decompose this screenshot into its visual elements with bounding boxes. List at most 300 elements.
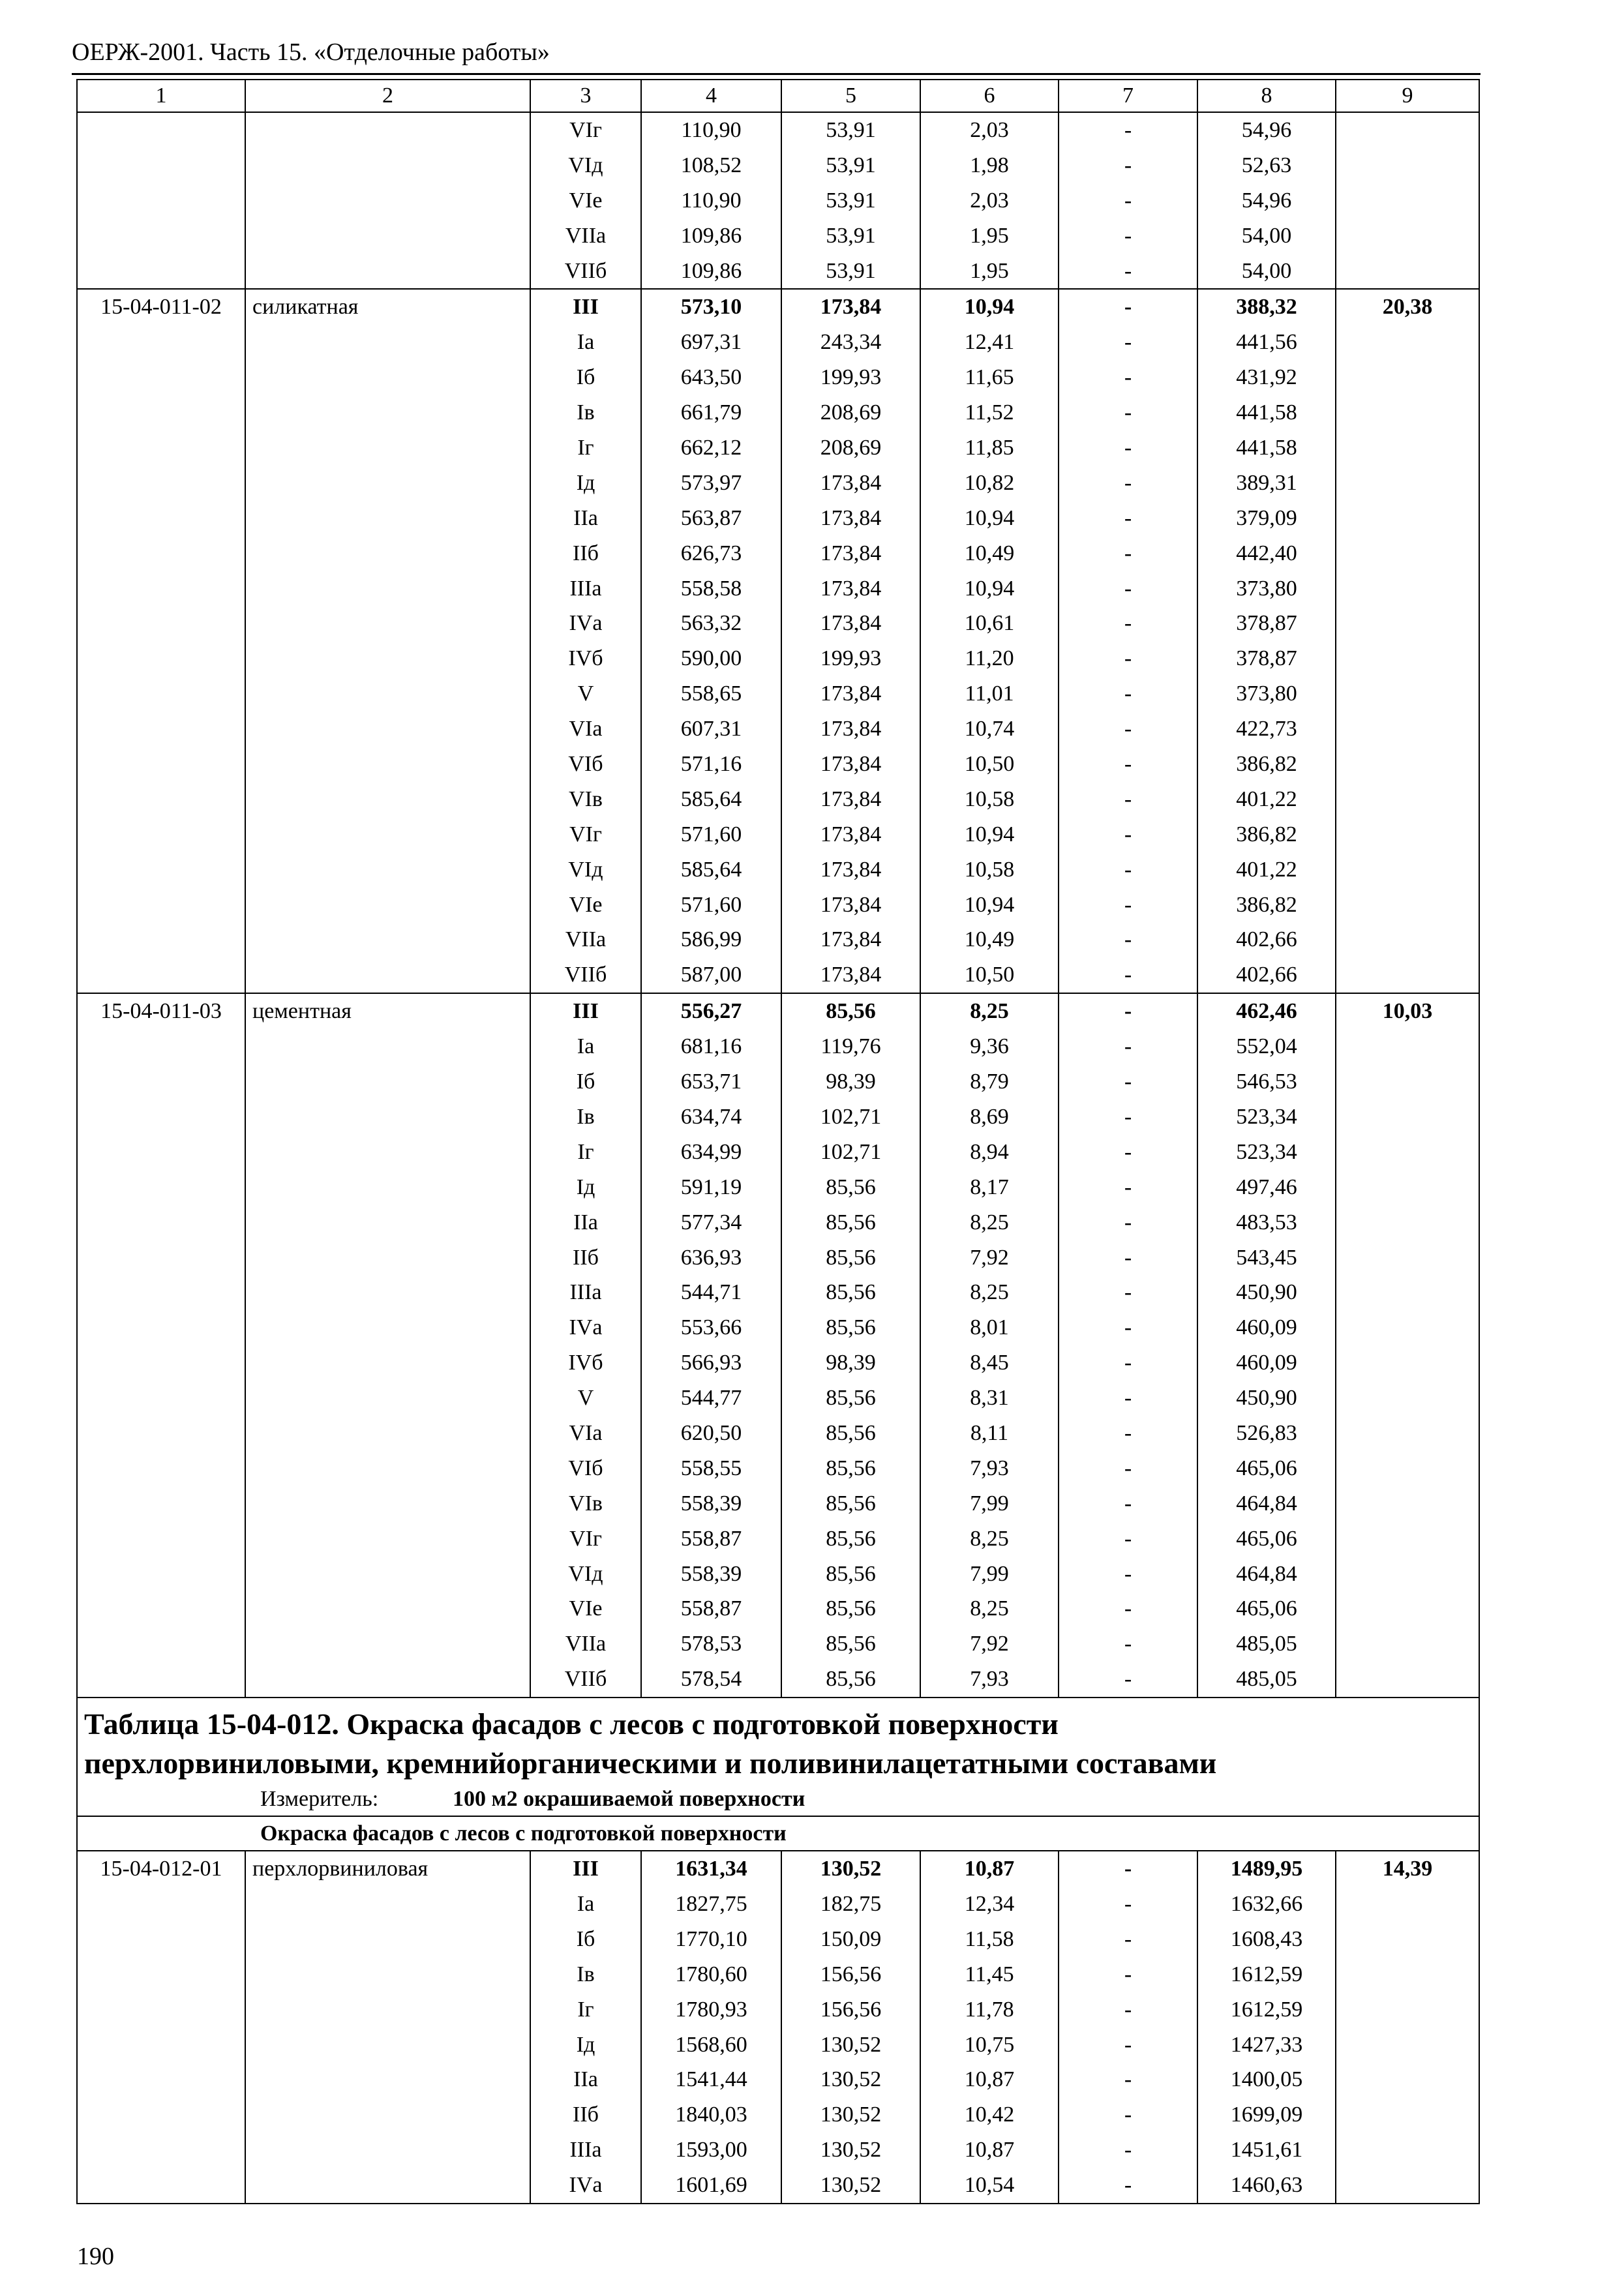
column-number-row	[77, 80, 1479, 112]
value-cell: 173,84	[820, 611, 882, 636]
value-cell: 386,82	[1236, 822, 1297, 846]
value-cell: VIIа	[565, 223, 607, 248]
value-cell: -	[1124, 963, 1132, 987]
value-cell: 553,66	[680, 1315, 742, 1340]
value-cell: 130,52	[820, 2032, 882, 2057]
value-cell: -	[1124, 470, 1132, 495]
value-cell: Iд	[576, 2032, 595, 2057]
value-cell: 465,06	[1236, 1596, 1297, 1621]
value-cell: 85,56	[826, 1386, 876, 1411]
value-cell: 591,19	[680, 1174, 742, 1199]
value-cell: 173,84	[820, 786, 882, 811]
value-cell: 1593,00	[675, 2138, 747, 2162]
value-cell: 98,39	[826, 1070, 876, 1094]
value-cell: -	[1124, 822, 1132, 846]
value-cell: 465,06	[1236, 1526, 1297, 1551]
header-rule	[72, 73, 1481, 75]
value-cell: 681,16	[680, 1034, 742, 1059]
value-cell: 389,31	[1236, 470, 1297, 495]
value-cell: 661,79	[680, 400, 742, 425]
value-cell: 173,84	[820, 963, 882, 987]
value-cell: 544,77	[680, 1386, 742, 1411]
value-cell: 173,84	[820, 752, 882, 777]
value-cell: 1827,75	[675, 1891, 747, 1916]
value-cell: 558,87	[680, 1526, 742, 1551]
value-cell: 8,25	[970, 1280, 1009, 1305]
value-cell: 587,00	[680, 963, 742, 987]
value-cell: 7,93	[970, 1667, 1009, 1692]
value-cell: 10,87	[964, 1857, 1015, 1881]
meter-line	[84, 1783, 1472, 1816]
value-cell: Iд	[576, 470, 595, 495]
table-body-lower	[77, 1851, 1479, 2204]
value-cell: 643,50	[680, 365, 742, 390]
value-cell: 11,52	[965, 400, 1014, 425]
value-cell: Iв	[577, 400, 595, 425]
value-cell: 173,84	[820, 295, 882, 320]
value-cell: 7,99	[970, 1561, 1009, 1586]
data-column-cell	[781, 993, 920, 1698]
col9-cell	[1336, 1851, 1479, 2204]
value-cell: 12,41	[964, 330, 1015, 355]
value-cell: -	[1124, 927, 1132, 952]
data-column-cell	[1197, 112, 1336, 289]
value-cell: VIб	[568, 752, 603, 777]
value-cell: 109,86	[680, 223, 742, 248]
value-cell: 10,58	[964, 786, 1015, 811]
value-cell: 1780,93	[675, 1997, 747, 2022]
value-cell: 460,09	[1236, 1351, 1297, 1375]
value-cell: 10,75	[964, 2032, 1015, 2057]
value-cell: -	[1124, 1034, 1132, 1059]
value-cell: 1568,60	[675, 2032, 747, 2057]
value-cell: 571,16	[680, 752, 742, 777]
work-name-cell	[245, 289, 530, 993]
value-cell: 462,46	[1236, 999, 1297, 1024]
work-name-cell	[245, 993, 530, 1698]
value-cell: -	[1124, 1280, 1132, 1305]
data-column-cell	[1059, 1851, 1197, 2204]
value-cell: 8,25	[970, 1526, 1009, 1551]
value-cell: 85,56	[826, 1245, 876, 1270]
value-cell: 544,71	[680, 1280, 742, 1305]
value-cell: 130,52	[820, 2138, 882, 2162]
value-cell: 85,56	[826, 1210, 876, 1234]
value-cell: VIе	[569, 892, 603, 917]
value-cell: 10,54	[964, 2173, 1015, 2198]
value-cell: 85,56	[826, 999, 876, 1024]
value-cell: 8,25	[970, 1596, 1009, 1621]
table-row	[77, 112, 1479, 289]
value-cell: -	[1124, 1857, 1132, 1881]
value-cell: -	[1124, 892, 1132, 917]
value-cell: 386,82	[1236, 892, 1297, 917]
value-cell: 11,20	[965, 646, 1014, 671]
value-cell: Iг	[577, 436, 594, 460]
value-cell: Iб	[576, 1926, 595, 1951]
value-cell: VIв	[569, 786, 603, 811]
value-cell: -	[1124, 1351, 1132, 1375]
col9-cell-text: 14,39	[1382, 1857, 1433, 1881]
table-title-line-2: перхлорвиниловыми, кремнийорганическими и поливинилацетатными составами	[84, 1746, 1217, 1780]
value-cell: 85,56	[826, 1526, 876, 1551]
value-cell: Iа	[577, 1891, 595, 1916]
value-cell: 150,09	[820, 1926, 882, 1951]
data-column-cell	[1059, 993, 1197, 1698]
value-cell: 442,40	[1236, 541, 1297, 565]
value-cell: 11,65	[965, 365, 1014, 390]
value-cell: 8,01	[970, 1315, 1009, 1340]
value-cell: -	[1124, 1139, 1132, 1164]
running-header: ОЕРЖ-2001. Часть 15. «Отделочные работы»	[72, 38, 550, 66]
col9-cell-text	[1336, 113, 1479, 148]
value-cell: 10,42	[964, 2102, 1015, 2127]
value-cell: 388,32	[1236, 295, 1297, 320]
data-column-cell	[530, 993, 641, 1698]
value-cell: 1840,03	[675, 2102, 747, 2127]
value-cell: Iв	[577, 1104, 595, 1129]
work-name-cell	[245, 112, 530, 289]
value-cell: 563,87	[680, 505, 742, 530]
value-cell: IIб	[573, 2102, 599, 2127]
meter-value: 100 м2 окрашиваемой поверхности	[453, 1787, 805, 1812]
value-cell: VIд	[568, 857, 603, 882]
work-name-cell-text: перхлорвиниловая	[252, 1857, 429, 1881]
value-cell: 54,00	[1241, 223, 1292, 248]
value-cell: -	[1124, 1926, 1132, 1951]
value-cell: 441,56	[1236, 330, 1297, 355]
value-cell: 571,60	[680, 892, 742, 917]
value-cell: -	[1124, 999, 1132, 1024]
value-cell: -	[1124, 188, 1132, 213]
value-cell: 465,06	[1236, 1456, 1297, 1480]
value-cell: 10,94	[964, 295, 1015, 320]
value-cell: Iд	[576, 1174, 595, 1199]
value-cell: IVа	[569, 2173, 603, 2198]
value-cell: 10,49	[964, 541, 1015, 565]
table-row	[77, 289, 1479, 993]
rate-code-cell-text: 15-04-011-03	[100, 999, 222, 1024]
value-cell: 8,45	[970, 1351, 1009, 1375]
value-cell: -	[1124, 153, 1132, 177]
value-cell: 10,94	[964, 505, 1015, 530]
value-cell: VIг	[569, 1526, 602, 1551]
value-cell: VIг	[569, 822, 602, 846]
value-cell: -	[1124, 1210, 1132, 1234]
value-cell: 485,05	[1236, 1667, 1297, 1692]
value-cell: 558,39	[680, 1561, 742, 1586]
value-cell: -	[1124, 1386, 1132, 1411]
table-row	[77, 1851, 1479, 2204]
column-number: 8	[1197, 80, 1336, 112]
data-column-cell	[641, 993, 781, 1698]
column-number: 6	[920, 80, 1059, 112]
col9-cell	[1336, 112, 1479, 289]
value-cell: 585,64	[680, 786, 742, 811]
value-cell: 11,85	[965, 436, 1014, 460]
value-cell: 379,09	[1236, 505, 1297, 530]
value-cell: 2,03	[970, 188, 1009, 213]
value-cell: -	[1124, 436, 1132, 460]
value-cell: IVб	[568, 646, 603, 671]
value-cell: III	[573, 295, 599, 320]
value-cell: 431,92	[1236, 365, 1297, 390]
value-cell: Iа	[577, 330, 595, 355]
value-cell: 636,93	[680, 1245, 742, 1270]
value-cell: 52,63	[1241, 153, 1292, 177]
value-cell: VIд	[568, 153, 603, 177]
value-cell: 130,52	[820, 1857, 882, 1881]
value-cell: -	[1124, 2032, 1132, 2057]
value-cell: Iб	[576, 1070, 595, 1094]
data-column-cell	[1197, 289, 1336, 993]
value-cell: 10,49	[964, 927, 1015, 952]
value-cell: VIIб	[564, 258, 607, 283]
value-cell: 620,50	[680, 1420, 742, 1445]
rate-code-cell	[77, 1851, 245, 2204]
value-cell: 54,96	[1241, 118, 1292, 142]
value-cell: 8,69	[970, 1104, 1009, 1129]
value-cell: -	[1124, 646, 1132, 671]
value-cell: 558,87	[680, 1596, 742, 1621]
value-cell: Iг	[577, 1997, 594, 2022]
value-cell: V	[577, 681, 594, 706]
value-cell: -	[1124, 611, 1132, 636]
value-cell: III	[573, 999, 599, 1024]
value-cell: IIб	[573, 1245, 599, 1270]
value-cell: VIIа	[565, 1632, 607, 1656]
value-cell: 485,05	[1236, 1632, 1297, 1656]
value-cell: 54,96	[1241, 188, 1292, 213]
meter-label: Измеритель:	[260, 1787, 379, 1812]
value-cell: -	[1124, 541, 1132, 565]
value-cell: 173,84	[820, 857, 882, 882]
value-cell: -	[1124, 1315, 1132, 1340]
data-column-cell	[530, 289, 641, 993]
value-cell: 85,56	[826, 1420, 876, 1445]
table-body-upper	[77, 80, 1479, 1698]
value-cell: 208,69	[820, 400, 882, 425]
value-cell: 173,84	[820, 470, 882, 495]
value-cell: -	[1124, 2138, 1132, 2162]
value-cell: 402,66	[1236, 927, 1297, 952]
value-cell: 558,55	[680, 1456, 742, 1480]
data-column-cell	[920, 289, 1059, 993]
value-cell: 441,58	[1236, 400, 1297, 425]
value-cell: 156,56	[820, 1997, 882, 2022]
value-cell: 53,91	[826, 188, 876, 213]
value-cell: -	[1124, 1561, 1132, 1586]
value-cell: 109,86	[680, 258, 742, 283]
data-column-cell	[920, 112, 1059, 289]
value-cell: 578,54	[680, 1667, 742, 1692]
value-cell: VIб	[568, 1456, 603, 1480]
value-cell: -	[1124, 1104, 1132, 1129]
value-cell: 460,09	[1236, 1315, 1297, 1340]
value-cell: 441,58	[1236, 436, 1297, 460]
value-cell: VIв	[569, 1491, 603, 1516]
value-cell: -	[1124, 118, 1132, 142]
value-cell: 243,34	[820, 330, 882, 355]
value-cell: 1612,59	[1230, 1997, 1303, 2022]
value-cell: 7,99	[970, 1491, 1009, 1516]
rate-code-cell	[77, 289, 245, 993]
value-cell: VIIб	[564, 963, 607, 987]
value-cell: -	[1124, 400, 1132, 425]
value-cell: 11,01	[965, 681, 1014, 706]
value-cell: 53,91	[826, 223, 876, 248]
value-cell: 497,46	[1236, 1174, 1297, 1199]
value-cell: 558,58	[680, 576, 742, 601]
value-cell: 566,93	[680, 1351, 742, 1375]
value-cell: 108,52	[680, 153, 742, 177]
value-cell: IIIа	[569, 576, 602, 601]
value-cell: -	[1124, 1997, 1132, 2022]
value-cell: 10,61	[964, 611, 1015, 636]
value-cell: 8,79	[970, 1070, 1009, 1094]
data-column-cell	[641, 289, 781, 993]
data-column-cell	[920, 993, 1059, 1698]
value-cell: 130,52	[820, 2102, 882, 2127]
value-cell: 558,39	[680, 1491, 742, 1516]
value-cell: 53,91	[826, 153, 876, 177]
value-cell: -	[1124, 1632, 1132, 1656]
value-cell: 552,04	[1236, 1034, 1297, 1059]
work-name-cell-text: силикатная	[252, 295, 359, 320]
value-cell: 7,92	[970, 1632, 1009, 1656]
value-cell: -	[1124, 1420, 1132, 1445]
value-cell: 53,91	[826, 118, 876, 142]
col9-cell-text: 20,38	[1382, 295, 1433, 320]
value-cell: 571,60	[680, 822, 742, 846]
table-title-cell	[77, 1698, 1479, 1816]
value-cell: 10,87	[964, 2138, 1015, 2162]
value-cell: 378,87	[1236, 611, 1297, 636]
value-cell: 10,87	[964, 2067, 1015, 2092]
value-cell: -	[1124, 365, 1132, 390]
value-cell: 450,90	[1236, 1280, 1297, 1305]
column-number: 7	[1059, 80, 1197, 112]
column-number: 3	[530, 80, 641, 112]
value-cell: 1631,34	[675, 1857, 747, 1881]
value-cell: 586,99	[680, 927, 742, 952]
value-cell: IIа	[573, 2067, 598, 2092]
value-cell: 634,74	[680, 1104, 742, 1129]
value-cell: VIг	[569, 118, 602, 142]
value-cell: -	[1124, 2173, 1132, 2198]
value-cell: 173,84	[820, 717, 882, 741]
value-cell: 697,31	[680, 330, 742, 355]
value-cell: 662,12	[680, 436, 742, 460]
value-cell: -	[1124, 1667, 1132, 1692]
value-cell: IIа	[573, 505, 598, 530]
value-cell: -	[1124, 1491, 1132, 1516]
page-number: 190	[77, 2243, 114, 2270]
value-cell: Iв	[577, 1962, 595, 1986]
rate-code-cell-text: 15-04-012-01	[100, 1857, 222, 1881]
value-cell: 7,92	[970, 1245, 1009, 1270]
value-cell: 422,73	[1236, 717, 1297, 741]
value-cell: 607,31	[680, 717, 742, 741]
value-cell: 373,80	[1236, 681, 1297, 706]
value-cell: 1,95	[970, 223, 1009, 248]
data-column-cell	[1059, 112, 1197, 289]
value-cell: -	[1124, 1962, 1132, 1986]
table-title-block	[77, 1698, 1479, 1851]
value-cell: 1,95	[970, 258, 1009, 283]
value-cell: III	[573, 1857, 599, 1881]
value-cell: 546,53	[1236, 1070, 1297, 1094]
value-cell: VIе	[569, 188, 603, 213]
value-cell: Iг	[577, 1139, 594, 1164]
value-cell: 10,82	[964, 470, 1015, 495]
table-title-line-1: Таблица 15-04-012. Окраска фасадов с лесов с подготовкой поверхности	[84, 1707, 1059, 1741]
value-cell: 54,00	[1241, 258, 1292, 283]
value-cell: 156,56	[820, 1962, 882, 1986]
value-cell: -	[1124, 576, 1132, 601]
value-cell: -	[1124, 223, 1132, 248]
table-row	[77, 993, 1479, 1698]
value-cell: IVа	[569, 611, 603, 636]
value-cell: 119,76	[820, 1034, 881, 1059]
rate-code-cell-text: 15-04-011-02	[100, 295, 222, 320]
value-cell: 1612,59	[1230, 1962, 1303, 1986]
value-cell: 98,39	[826, 1351, 876, 1375]
value-cell: -	[1124, 1245, 1132, 1270]
value-cell: 53,91	[826, 258, 876, 283]
value-cell: IIа	[573, 1210, 598, 1234]
value-cell: 85,56	[826, 1174, 876, 1199]
col9-cell	[1336, 289, 1479, 993]
value-cell: 464,84	[1236, 1491, 1297, 1516]
data-column-cell	[1197, 993, 1336, 1698]
value-cell: 464,84	[1236, 1561, 1297, 1586]
value-cell: IIIа	[569, 1280, 602, 1305]
value-cell: 556,27	[680, 999, 742, 1024]
value-cell: 2,03	[970, 118, 1009, 142]
value-cell: 1601,69	[675, 2173, 747, 2198]
value-cell: -	[1124, 717, 1132, 741]
value-cell: V	[577, 1386, 594, 1411]
value-cell: 8,11	[970, 1420, 1009, 1445]
value-cell: 585,64	[680, 857, 742, 882]
value-cell: 85,56	[826, 1456, 876, 1480]
value-cell: VIа	[569, 717, 603, 741]
data-column-cell	[781, 289, 920, 993]
value-cell: 386,82	[1236, 752, 1297, 777]
value-cell: 378,87	[1236, 646, 1297, 671]
value-cell: -	[1124, 1891, 1132, 1916]
value-cell: -	[1124, 1456, 1132, 1480]
value-cell: 199,93	[820, 365, 882, 390]
value-cell: 8,31	[970, 1386, 1009, 1411]
data-column-cell	[781, 112, 920, 289]
value-cell: 577,34	[680, 1210, 742, 1234]
value-cell: VIIа	[565, 927, 607, 952]
value-cell: 523,34	[1236, 1104, 1297, 1129]
value-cell: 1770,10	[675, 1926, 747, 1951]
value-cell: VIе	[569, 1596, 603, 1621]
value-cell: 1541,44	[675, 2067, 747, 2092]
value-cell: 173,84	[820, 576, 882, 601]
value-cell: 102,71	[820, 1139, 882, 1164]
value-cell: Iб	[576, 365, 595, 390]
value-cell: 85,56	[826, 1280, 876, 1305]
value-cell: -	[1124, 1174, 1132, 1199]
value-cell: -	[1124, 786, 1132, 811]
value-cell: 11,45	[965, 1962, 1014, 1986]
value-cell: VIд	[568, 1561, 603, 1586]
